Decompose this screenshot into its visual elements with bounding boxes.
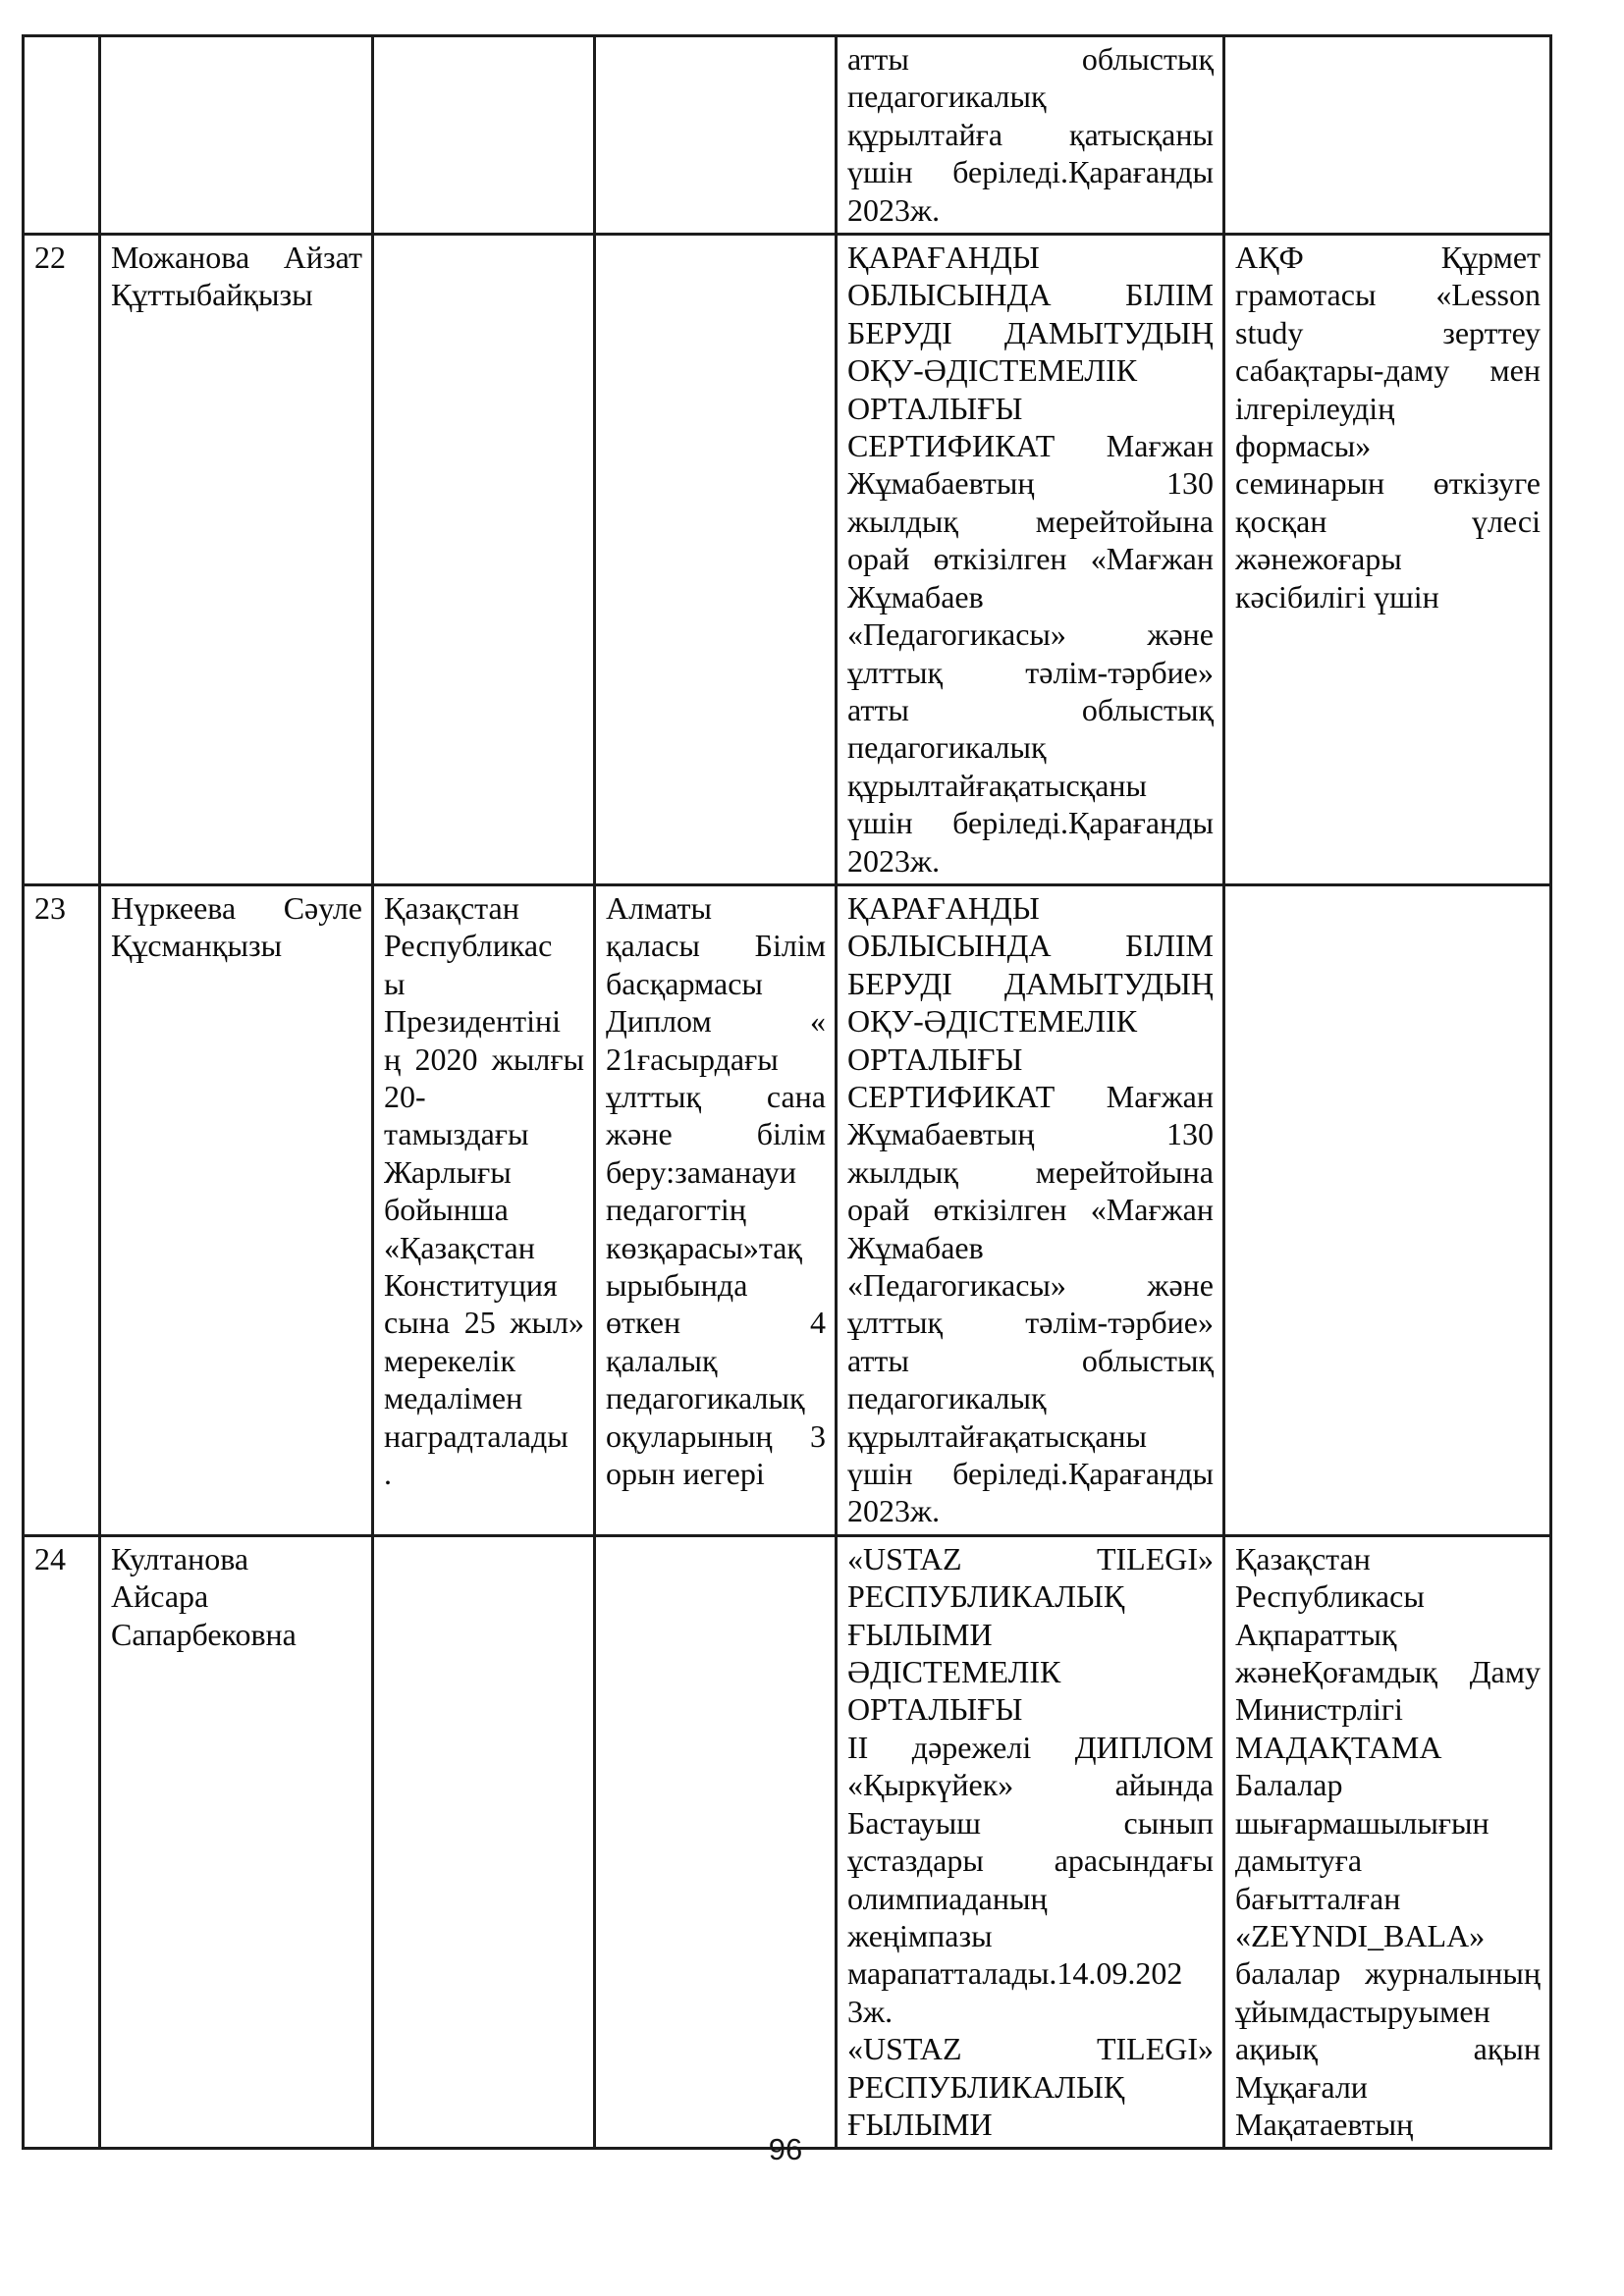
text-line: педагогтің	[606, 1192, 746, 1228]
text-line: ұйымдастыруымен	[1235, 1993, 1490, 2029]
text-line: 2023ж.	[847, 842, 941, 879]
text-line: оқуларының 3	[606, 1417, 826, 1454]
text-line: АҚФ Құрмет	[1235, 240, 1541, 276]
text-line: көзқарасы»тақ	[606, 1229, 802, 1265]
certificate-cell	[837, 36, 1224, 235]
text-line: грамотасы «Lesson	[1235, 277, 1541, 313]
text-line: «Педагогикасы» және	[847, 1267, 1214, 1303]
text-line: Култанова	[111, 1540, 249, 1576]
text-line: Жұмабаевтың 130	[847, 465, 1214, 502]
text-line: сына 25 жыл»	[384, 1305, 584, 1341]
text-line: дамытуға	[1235, 1842, 1363, 1879]
text-line: ОҚУ-ӘДІСТЕМЕЛІК	[847, 1003, 1138, 1040]
row-number-cell	[24, 235, 100, 885]
text-line: педагогикалық	[847, 79, 1047, 115]
text-line: үшін беріледі.Қарағанды	[847, 154, 1214, 190]
text-line: Можанова Айзат	[111, 240, 362, 276]
name-cell	[100, 884, 373, 1535]
text-line: Алматы	[606, 889, 712, 926]
text-line: тамыздағы	[384, 1116, 529, 1152]
text-line: ң 2020 жылғы	[384, 1041, 584, 1077]
page-number: 96	[768, 2132, 803, 2166]
text-line: 3ж.	[847, 1993, 893, 2029]
text-line: Жұмабаев	[847, 578, 984, 614]
text-line: наградталады	[384, 1417, 568, 1454]
text-line: ҒЫЛЫМИ	[847, 1616, 993, 1652]
row-number-cell	[24, 884, 100, 1535]
text-line: РЕСПУБЛИКАЛЫҚ	[847, 1578, 1125, 1615]
decree-cell	[373, 36, 595, 235]
text-line: олимпиаданың	[847, 1880, 1048, 1916]
text-line: Ақпараттық	[1235, 1616, 1397, 1652]
honor-cell	[1224, 884, 1551, 1535]
text-line: бойынша	[384, 1192, 509, 1228]
text-line: шығармашылығын	[1235, 1804, 1489, 1841]
text-line: ырыбында	[606, 1267, 748, 1303]
text-line: РЕСПУБЛИКАЛЫҚ	[847, 2068, 1125, 2105]
text-line: құрылтайға қатысқаны	[847, 116, 1214, 152]
text-line: ОРТАЛЫҒЫ	[847, 390, 1023, 426]
text-line: ОБЛЫСЫНДА БІЛІМ	[847, 928, 1214, 964]
city-award-cell	[595, 1535, 837, 2149]
text-line: 21ғасырдағы	[606, 1041, 779, 1077]
name-cell	[100, 36, 373, 235]
text-line: «Қазақстан	[384, 1229, 535, 1265]
text-line: қаласы Білім	[606, 928, 826, 964]
table-row	[24, 1535, 1551, 2149]
table-row	[24, 36, 1551, 235]
row-number-cell	[24, 1535, 100, 2149]
text-line: орай өткізілген «Мағжан	[847, 1192, 1214, 1228]
text-line: құрылтайғақатысқаны	[847, 1417, 1148, 1454]
text-line: «USTAZ TILEGI»	[847, 2031, 1214, 2067]
text-line: Конституция	[384, 1267, 558, 1303]
text-line: МАДАҚТАМА	[1235, 1729, 1442, 1765]
text-line: қалалық	[606, 1342, 718, 1378]
text-line: Мақатаевтың	[1235, 2106, 1414, 2142]
text-line: бағытталған	[1235, 1880, 1401, 1916]
text-line: Министрлігі	[1235, 1691, 1403, 1728]
text-line: Жұмабаевтың 130	[847, 1116, 1214, 1152]
text-line: 2023ж.	[847, 1493, 941, 1529]
text-line: Президентіні	[384, 1003, 561, 1040]
text-line: СЕРТИФИКАТ Мағжан	[847, 1078, 1214, 1114]
text-line: өткен 4	[606, 1305, 826, 1341]
row-number-cell	[24, 36, 100, 235]
text-line: жеңімпазы	[847, 1917, 993, 1953]
text-line: орын иегері	[606, 1456, 765, 1492]
text-line: ұлттық сана	[606, 1078, 826, 1114]
text-line: Жұмабаев	[847, 1229, 984, 1265]
text-line: ұлттық тәлім-тәрбие»	[847, 654, 1214, 690]
text-line: атты облыстық	[847, 1342, 1214, 1378]
text-line: ұстаздары арасындағы	[847, 1842, 1214, 1879]
text-line: II дәрежелі ДИПЛОМ	[847, 1729, 1214, 1765]
text-line: орай өткізілген «Мағжан	[847, 541, 1214, 577]
text-line: формасы»	[1235, 428, 1372, 464]
text-line: ҚАРАҒАНДЫ	[847, 889, 1040, 926]
text-line: семинарын өткізуге	[1235, 465, 1541, 502]
table-row	[24, 235, 1551, 885]
document-page	[22, 34, 1549, 2150]
text-line: сабақтары-даму мен	[1235, 352, 1541, 389]
text-line: Бастауыш сынып	[847, 1804, 1214, 1841]
honor-cell	[1224, 235, 1551, 885]
text-line: атты облыстық	[847, 691, 1214, 727]
text-line: 20-	[384, 1078, 426, 1114]
text-line: «Педагогикасы» және	[847, 616, 1214, 653]
text-line: БЕРУДІ ДАМЫТУДЫҢ	[847, 314, 1214, 350]
text-line: үшін беріледі.Қарағанды	[847, 1456, 1214, 1492]
text-line: медалімен	[384, 1380, 523, 1416]
decree-cell	[373, 884, 595, 1535]
text-line: ілгерілеудің	[1235, 390, 1395, 426]
text-line: Республикас	[384, 928, 553, 964]
text-line: жәнеҚоғамдық Даму	[1235, 1654, 1541, 1690]
honor-cell	[1224, 36, 1551, 235]
text-line: кәсібилігі үшін	[1235, 578, 1439, 614]
text-line: басқармасы	[606, 965, 763, 1001]
text-line: жылдық мерейтойына	[847, 503, 1214, 539]
text-line: Нүркеева Сәуле	[111, 889, 362, 926]
text-line: атты облыстық	[847, 41, 1214, 77]
awards-table	[22, 34, 1552, 2150]
text-line: құрылтайғақатысқаны	[847, 767, 1148, 803]
text-line: ұлттық тәлім-тәрбие»	[847, 1305, 1214, 1341]
text-line: үшін беріледі.Қарағанды	[847, 805, 1214, 841]
text-line: ақиық ақын	[1235, 2031, 1541, 2067]
honor-cell	[1224, 1535, 1551, 2149]
text-line: Сапарбековна	[111, 1616, 297, 1652]
text-line: Республикасы	[1235, 1578, 1425, 1615]
text-line: ОБЛЫСЫНДА БІЛІМ	[847, 277, 1214, 313]
text-line: Құсманқызы	[111, 928, 283, 964]
text-line: 23	[34, 889, 66, 926]
text-line: ҚАРАҒАНДЫ	[847, 240, 1040, 276]
certificate-cell	[837, 235, 1224, 885]
certificate-cell	[837, 884, 1224, 1535]
text-line: БЕРУДІ ДАМЫТУДЫҢ	[847, 965, 1214, 1001]
text-line: ҒЫЛЫМИ	[847, 2106, 993, 2142]
text-line: 2023ж.	[847, 191, 941, 228]
text-line: Мұқағали	[1235, 2068, 1368, 2105]
text-line: қосқан үлесі	[1235, 503, 1541, 539]
decree-cell	[373, 1535, 595, 2149]
text-line: .	[384, 1456, 392, 1492]
text-line: жәнежоғары	[1235, 541, 1402, 577]
text-line: ОРТАЛЫҒЫ	[847, 1691, 1023, 1728]
text-line: ОРТАЛЫҒЫ	[847, 1041, 1023, 1077]
text-line: ӘДІСТЕМЕЛІК	[847, 1654, 1061, 1690]
text-line: педагогикалық	[847, 729, 1047, 766]
name-cell	[100, 1535, 373, 2149]
table-row	[24, 884, 1551, 1535]
text-line: Балалар	[1235, 1767, 1343, 1803]
city-award-cell	[595, 36, 837, 235]
text-line: «ZEYNDI_BALA»	[1235, 1917, 1486, 1953]
text-line: СЕРТИФИКАТ Мағжан	[847, 428, 1214, 464]
text-line: study зерттеу	[1235, 314, 1541, 350]
text-line: және білім	[606, 1116, 826, 1152]
city-award-cell	[595, 884, 837, 1535]
text-line: Диплом «	[606, 1003, 826, 1040]
text-line: Құттыбайқызы	[111, 277, 313, 313]
text-line: педагогикалық	[606, 1380, 805, 1416]
text-line: балалар журналының	[1235, 1955, 1541, 1992]
text-line: ОҚУ-ӘДІСТЕМЕЛІК	[847, 352, 1138, 389]
text-line: Жарлығы	[384, 1153, 512, 1190]
text-line: педагогикалық	[847, 1380, 1047, 1416]
text-line: «Қыркүйек» айында	[847, 1767, 1214, 1803]
text-line: ы	[384, 965, 406, 1001]
decree-cell	[373, 235, 595, 885]
text-line: марапатталады.14.09.202	[847, 1955, 1183, 1992]
text-line: жылдық мерейтойына	[847, 1153, 1214, 1190]
text-line: мерекелік	[384, 1342, 516, 1378]
text-line: 24	[34, 1540, 66, 1576]
text-line: 22	[34, 240, 66, 276]
name-cell	[100, 235, 373, 885]
text-line: беру:заманауи	[606, 1153, 797, 1190]
text-line: Айсара	[111, 1578, 209, 1615]
city-award-cell	[595, 235, 837, 885]
text-line: Қазақстан	[1235, 1540, 1371, 1576]
certificate-cell	[837, 1535, 1224, 2149]
text-line: «USTAZ TILEGI»	[847, 1540, 1214, 1576]
text-line: Қазақстан	[384, 889, 519, 926]
